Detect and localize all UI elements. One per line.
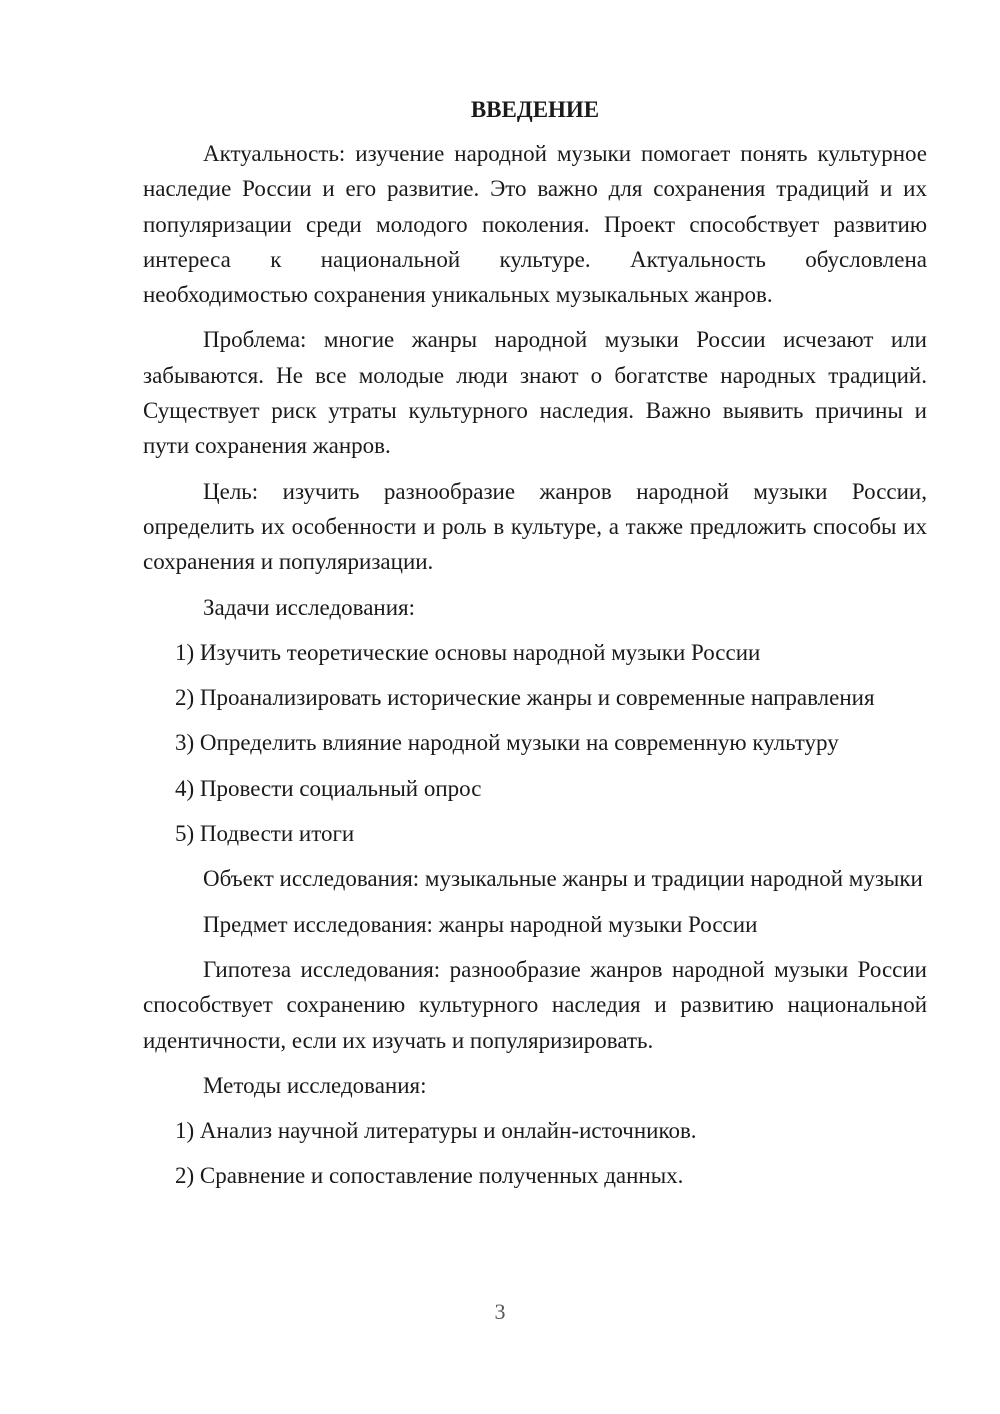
page-number: 3 <box>494 1299 506 1324</box>
section-heading: ВВЕДЕНИЕ <box>470 97 600 122</box>
tasks-title: Задачи исследования: <box>203 594 416 620</box>
goal-paragraph: Цель: изучить разнообразие жанров народной музыки России, определить их особенности и роль в культуре, а также предложить способы их сохранения и популяризации. <box>143 478 927 575</box>
method-item-1: 1) Анализ научной литературы и онлайн-источников. <box>175 1118 697 1144</box>
task-item-2: 2) Проанализировать исторические жанры и современные направления <box>175 685 875 711</box>
relevance-paragraph: Актуальность: изучение народной музыки помогает понять культурное наследие России и его развитие. Это важно для сохранения традиций и их популяризации среди молодого поколения. Проект способствует развитию интереса к национальной культуре. Актуальность обусловлена необходимостью сохранения уникальных музыкальных жанров. <box>143 141 927 308</box>
task-item-1: 1) Изучить теоретические основы народной музыки России <box>175 639 761 665</box>
page-body <box>143 92 927 1204</box>
task-item-4: 4) Провести социальный опрос <box>175 775 482 801</box>
problem-paragraph: Проблема: многие жанры народной музыки России исчезают или забываются. Не все молодые люди знают о богатстве народных традиций. Существует риск утраты культурного наследия. Важно выявить причины и пути сохранения жанров. <box>143 327 927 459</box>
methods-title: Методы исследования: <box>203 1072 427 1098</box>
object-paragraph: Объект исследования: музыкальные жанры и традиции народной музыки <box>203 866 923 892</box>
hypothesis-paragraph: Гипотеза исследования: разнообразие жанров народной музыки России способствует сохранению культурного наследия и развитию национальной идентичности, если их изучать и популяризировать. <box>143 956 927 1053</box>
subject-paragraph: Предмет исследования: жанры народной музыки России <box>203 911 758 937</box>
task-item-5: 5) Подвести итоги <box>175 821 355 847</box>
method-item-2: 2) Сравнение и сопоставление полученных данных. <box>175 1163 684 1189</box>
task-item-3: 3) Определить влияние народной музыки на современную культуру <box>175 730 839 756</box>
